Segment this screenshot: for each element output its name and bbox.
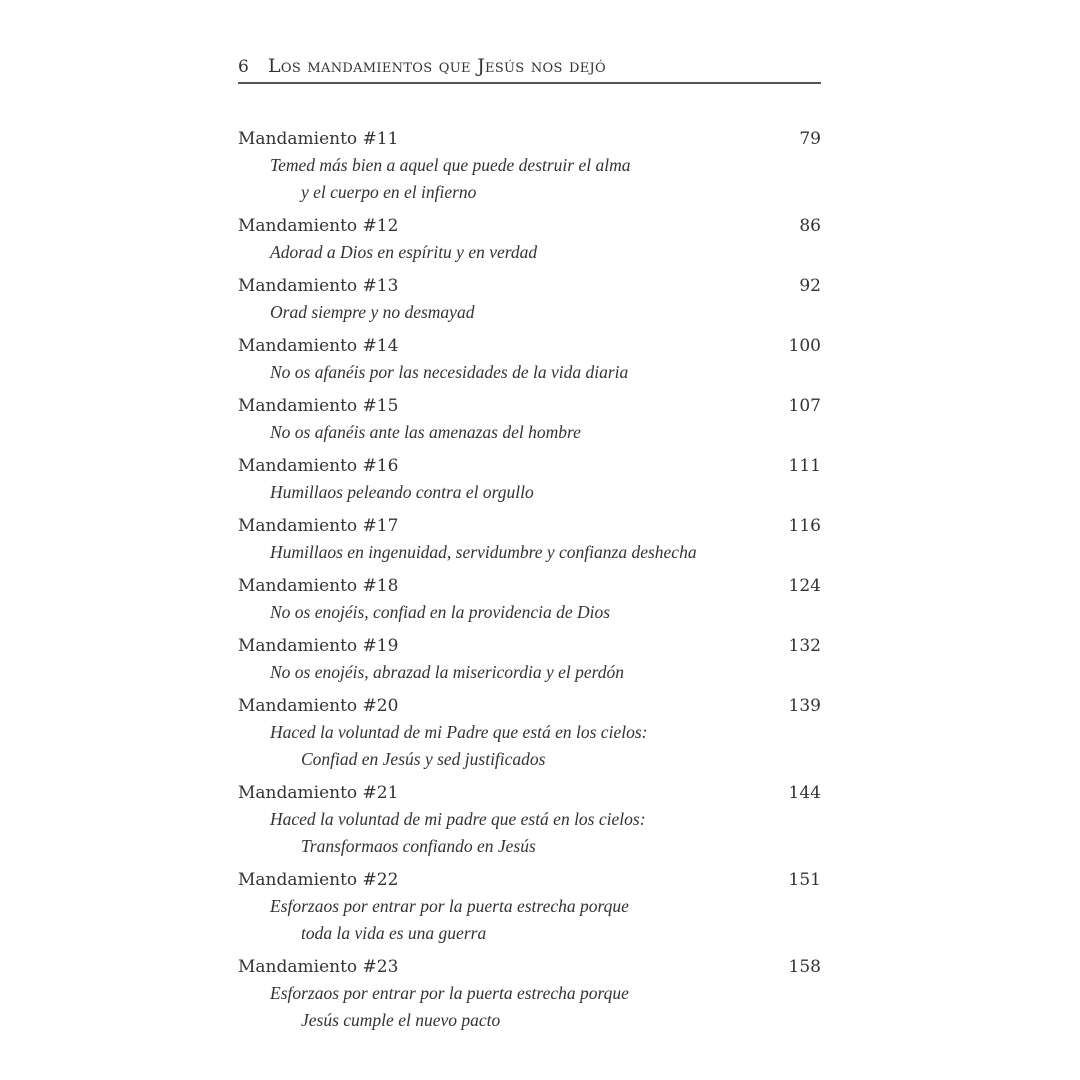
toc-entry [238, 453, 821, 506]
toc-entry-head [238, 453, 821, 479]
toc-entry [238, 126, 821, 206]
toc-entry-subtitle: No os enojéis, confiad en la providencia de Dios [270, 602, 611, 622]
toc-entry-label: Mandamiento #16 [238, 456, 399, 476]
toc-entry-subtitle: No os afanéis ante las amenazas del hombre [270, 422, 581, 442]
toc-entry-subtitle: Transformaos confiando en Jesús [301, 836, 536, 856]
toc-entry-page: 139 [788, 696, 821, 716]
toc-entry-label: Mandamiento #14 [238, 336, 399, 356]
toc-entry-subtitle: Esforzaos por entrar por la puerta estrecha porque [270, 896, 629, 916]
toc-entry-page: 79 [799, 129, 821, 149]
toc-entry-label: Mandamiento #20 [238, 696, 399, 716]
toc-entry-label: Mandamiento #19 [238, 636, 399, 656]
toc-entry-head [238, 126, 821, 152]
toc-entry-page: 100 [788, 336, 821, 356]
toc-entry-head [238, 780, 821, 806]
toc-entry-label: Mandamiento #23 [238, 957, 399, 977]
toc-entry-subtitle: y el cuerpo en el infierno [301, 182, 477, 202]
toc-entry-head [238, 393, 821, 419]
toc-entry-head [238, 693, 821, 719]
toc-entry-label: Mandamiento #12 [238, 216, 399, 236]
toc-entry-subtitle: toda la vida es una guerra [301, 923, 487, 943]
toc-entry-page: 151 [788, 870, 821, 890]
toc-entry-subtitle: Humillaos en ingenuidad, servidumbre y confianza deshecha [270, 542, 697, 562]
toc-entry-head [238, 633, 821, 659]
toc-entry-head [238, 513, 821, 539]
toc-entry-page: 124 [788, 576, 821, 596]
toc-entry-label: Mandamiento #13 [238, 276, 399, 296]
book-page [238, 50, 821, 1041]
toc-entry-page: 86 [799, 216, 821, 236]
toc-entry [238, 393, 821, 446]
toc-entry [238, 693, 821, 773]
toc-entry-head [238, 333, 821, 359]
toc-entry [238, 513, 821, 566]
toc-entry-head [238, 954, 821, 980]
toc-entry [238, 780, 821, 860]
running-head [238, 50, 821, 84]
toc-entry-page: 144 [788, 783, 821, 803]
toc-entry-subtitle: Orad siempre y no desmayad [270, 302, 475, 322]
toc-entry [238, 867, 821, 947]
toc-entry-label: Mandamiento #17 [238, 516, 399, 536]
toc-entry-page: 92 [799, 276, 821, 296]
book-title: Los mandamientos que Jesús nos dejó [268, 55, 607, 77]
toc-entry-head [238, 573, 821, 599]
toc-entry-subtitle: Jesús cumple el nuevo pacto [301, 1010, 501, 1030]
toc-entry-subtitle: No os enojéis, abrazad la misericordia y el perdón [270, 662, 625, 682]
toc-entry-subtitle: Haced la voluntad de mi padre que está en los cielos: [270, 809, 646, 829]
toc-entry [238, 954, 821, 1034]
toc-entry-subtitle: Haced la voluntad de mi Padre que está en los cielos: [270, 722, 648, 742]
toc-entry [238, 333, 821, 386]
toc-entry-head [238, 273, 821, 299]
toc-entry-page: 132 [788, 636, 821, 656]
toc-entry-page: 116 [788, 516, 821, 536]
toc-entry [238, 213, 821, 266]
toc-entry [238, 633, 821, 686]
toc-entry-label: Mandamiento #11 [238, 129, 399, 149]
toc-entry [238, 273, 821, 326]
table-of-contents [238, 126, 821, 1034]
toc-entry-page: 107 [788, 396, 821, 416]
toc-entry-head [238, 867, 821, 893]
toc-entry-label: Mandamiento #22 [238, 870, 399, 890]
toc-entry [238, 573, 821, 626]
toc-entry-page: 158 [788, 957, 821, 977]
toc-entry-label: Mandamiento #21 [238, 783, 399, 803]
toc-entry-subtitle: Confiad en Jesús y sed justificados [301, 749, 546, 769]
toc-entry-subtitle: Adorad a Dios en espíritu y en verdad [270, 242, 538, 262]
toc-entry-subtitle: Humillaos peleando contra el orgullo [270, 482, 534, 502]
toc-entry-subtitle: No os afanéis por las necesidades de la vida diaria [270, 362, 629, 382]
toc-entry-label: Mandamiento #18 [238, 576, 399, 596]
page-number: 6 [238, 57, 249, 77]
toc-entry-head [238, 213, 821, 239]
toc-entry-page: 111 [788, 456, 821, 476]
toc-entry-subtitle: Esforzaos por entrar por la puerta estrecha porque [270, 983, 629, 1003]
toc-entry-subtitle: Temed más bien a aquel que puede destruir el alma [270, 155, 631, 175]
toc-entry-label: Mandamiento #15 [238, 396, 399, 416]
